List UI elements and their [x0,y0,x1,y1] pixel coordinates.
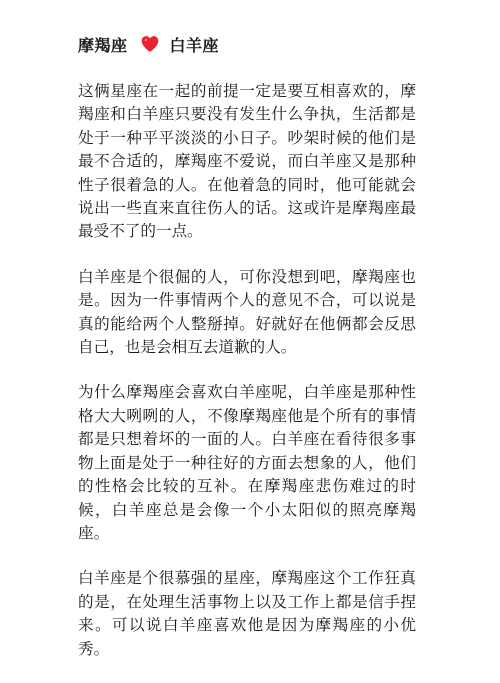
paragraph-4: 白羊座是个很慕强的星座，摩羯座这个工作狂真的是，在处理生活事物上以及工作上都是信手捏来。可以说白羊座喜欢他是因为摩羯座的小优秀。 [78,569,416,658]
red-heart-icon [140,34,160,54]
paragraph-2: 白羊座是个很倔的人，可你没想到吧，摩羯座也是。因为一件事情两个人的意见不合，可以说是真的能给两个人整掰掉。好就好在他俩都会反思自己，也是会相互去道歉的人。 [78,267,416,357]
article-title [78,30,219,58]
paragraph-3: 为什么摩羯座会喜欢白羊座呢，白羊座是那种性格大大咧咧的人，不像摩羯座他是个所有的事情都是只想着坏的一面的人。白羊座在看待很多事物上面是处于一种往好的方面去想象的人，他们的性格会比较的互补。在摩羯座悲伤难过的时候，白羊座总是会像一个小太阳似的照亮摩羯座。 [78,383,416,542]
article-body [78,80,416,683]
paragraph-1: 这俩星座在一起的前提一定是要互相喜欢的，摩羯座和白羊座只要没有发生什么争执，生活都是处于一种平平淡淡的小日子。吵架时候的他们是最不合适的，摩羯座不爱说，而白羊座又是那种性子很着急的人。在他着急的同时，他可能就会说出一些直来直往伤人的话。这或许是摩羯座最最受不了的一点。 [78,82,416,241]
title-right-sign: 白羊座 [169,35,220,55]
title-left-sign: 摩羯座 [78,35,128,55]
